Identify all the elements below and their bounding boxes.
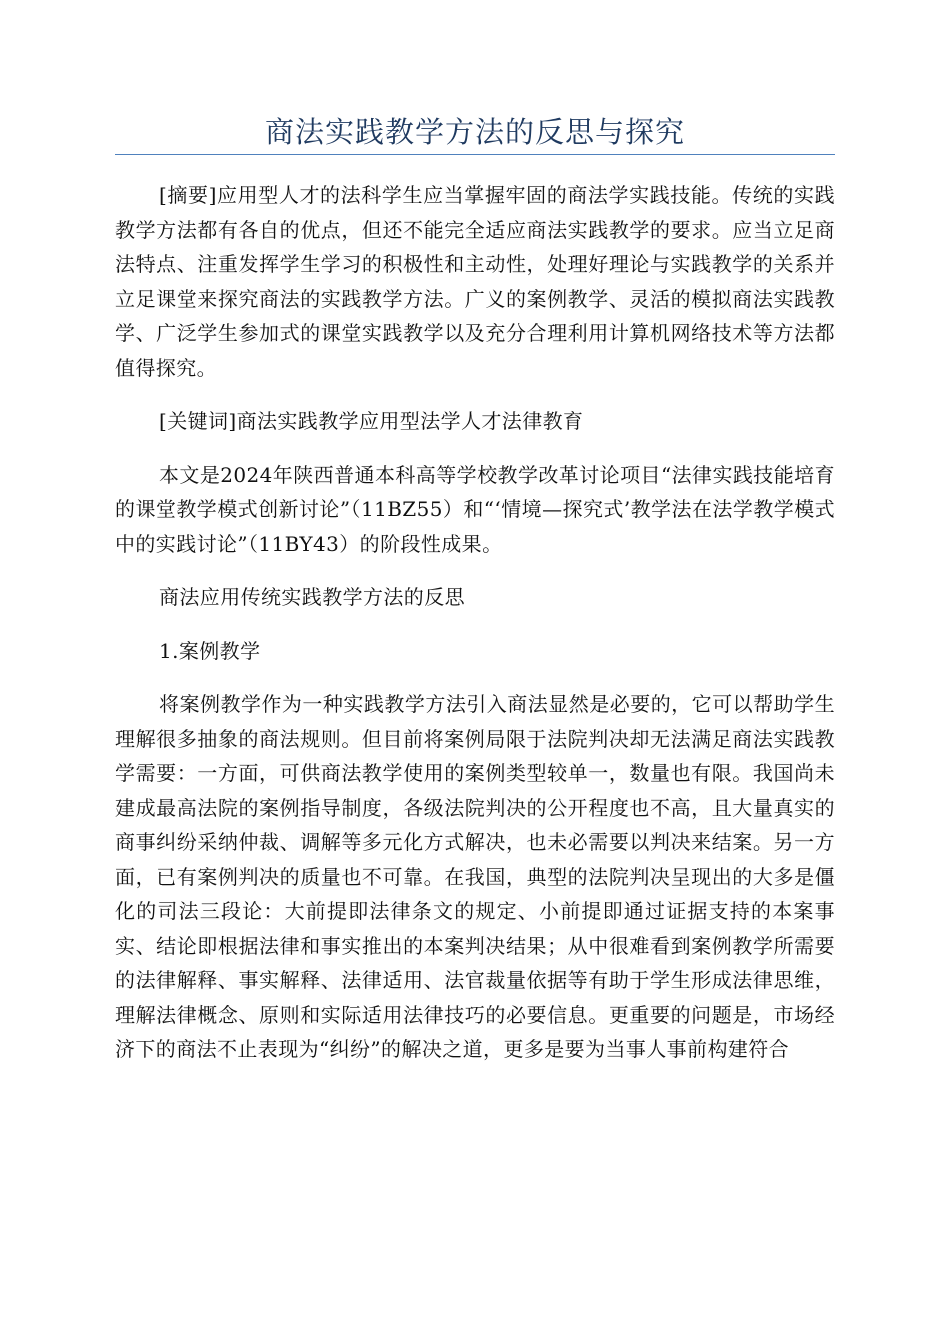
- body-paragraph: 将案例教学作为一种实践教学方法引入商法显然是必要的，它可以帮助学生理解很多抽象的商法规则。但目前将案例局限于法院判决却无法满足商法实践教学需要：一方面，可供商法教学使用的案例类型较单一，数量也有限。我国尚未建成最高法院的案例指导制度，各级法院判决的公开程度也不高，且大量真实的商事纠纷采纳仲裁、调解等多元化方式解决，也未必需要以判决来结案。另一方面，已有案例判决的质量也不可靠。在我国，典型的法院判决呈现出的大多是僵化的司法三段论：大前提即法律条文的规定、小前提即通过证据支持的本案事实、结论即根据法律和事实推出的本案判决结果；从中很难看到案例教学所需要的法律解释、事实解释、法律适用、法官裁量依据等有助于学生形成法律思维，理解法律概念、原则和实际适用法律技巧的必要信息。更重要的问题是，市场经济下的商法不止表现为“纠纷”的解决之道，更多是要为当事人事前构建符合: [115, 692, 835, 1061]
- title-underline: [115, 154, 835, 155]
- section-heading: 商法应用传统实践教学方法的反思: [159, 585, 465, 609]
- subsection-heading: 1.案例教学: [159, 638, 261, 663]
- abstract-paragraph: [摘要]应用型人才的法科学生应当掌握牢固的商法学实践技能。传统的实践教学方法都有各自的优点，但还不能完全适应商法实践教学的要求。应当立足商法特点、注重发挥学生学习的积极性和主动性，处理好理论与实践教学的关系并立足课堂来探究商法的实践教学方法。广义的案例教学、灵活的模拟商法实践教学、广泛学生参加式的课堂实践教学以及充分合理利用计算机网络技术等方法都值得探究。: [115, 183, 835, 380]
- document-title: 商法实践教学方法的反思与探究: [264, 115, 685, 149]
- funding-note-paragraph: 本文是2024年陕西普通本科高等学校教学改革讨论项目“法律实践技能培育的课堂教学模式创新讨论”（11BZ55）和“‘情境—探究式’教学法在法学教学模式中的实践讨论”（11BY43）的阶段性成果。: [115, 462, 835, 556]
- document-body: [115, 178, 835, 1086]
- keywords-paragraph: [关键词]商法实践教学应用型法学人才法律教育: [159, 409, 584, 433]
